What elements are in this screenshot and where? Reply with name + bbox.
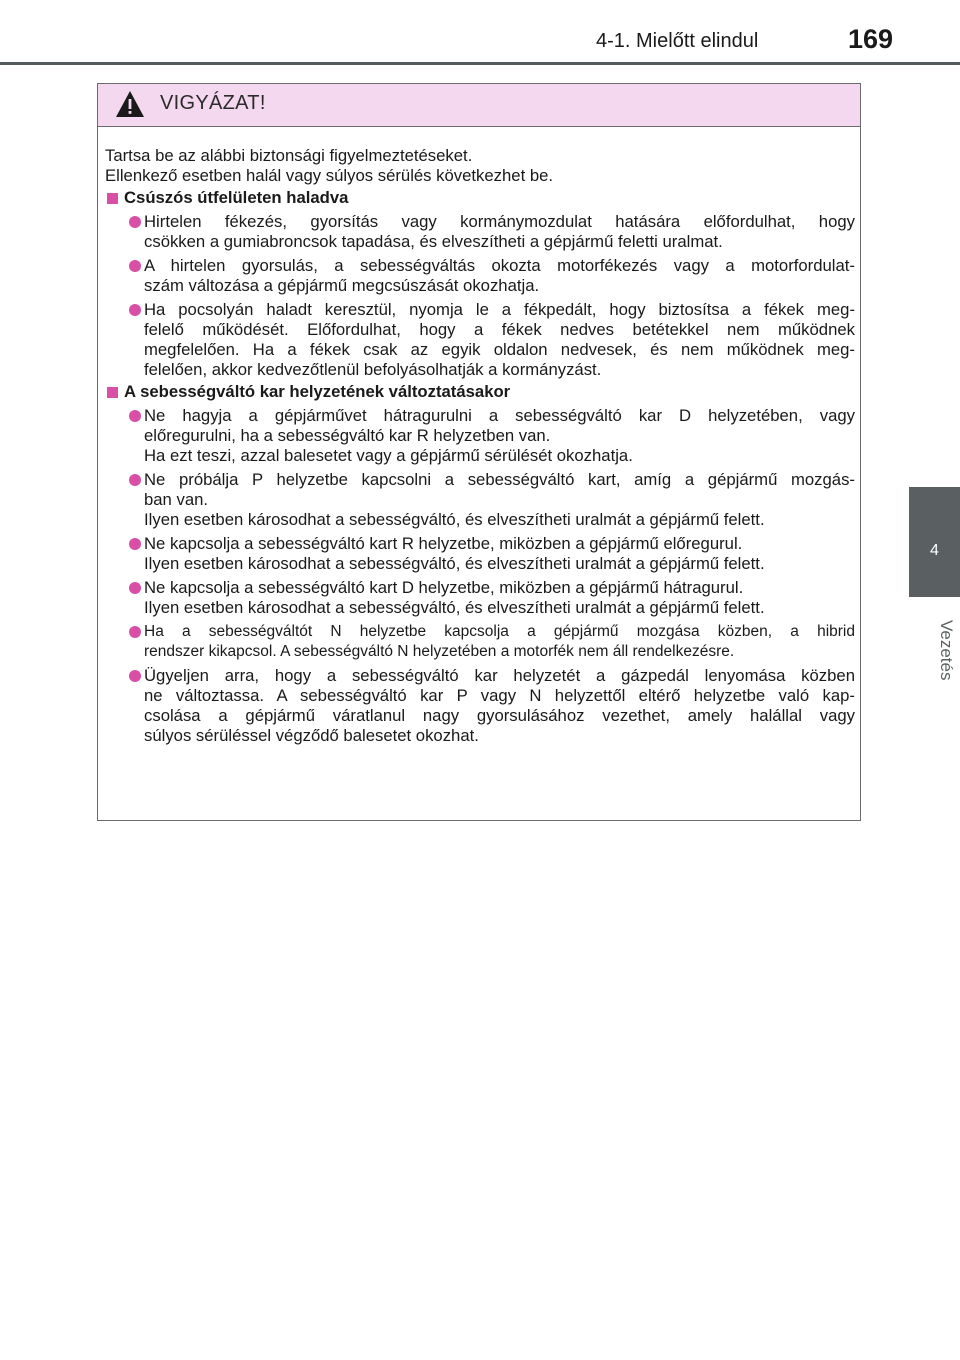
item-line: Ne kapcsolja a sebességváltó kart R helyzetbe, miközben a gépjármű előregurul. (144, 534, 743, 553)
item-line: Ne hagyja a gépjárművet hátragurulni a sebességváltó kar D helyzetében, vagy (144, 406, 855, 425)
item-line: szám változása a gépjármű megcsúszását okozhatja. (144, 276, 540, 295)
header-rule (0, 62, 960, 65)
square-bullet-icon (107, 193, 118, 204)
item-line: Ne kapcsolja a sebességváltó kart D helyzetbe, miközben a gépjármű hátragurul. (144, 578, 744, 597)
item-line: Ilyen esetben károsodhat a sebességváltó, és elveszítheti uralmát a gépjármű felett. (144, 510, 765, 529)
item-line: ne változtassa. A sebességváltó kar P vagy N helyzettől eltérő helyzetbe való kap- (144, 686, 855, 705)
warning-title: VIGYÁZAT! (160, 92, 266, 114)
chapter-label: Vezetés (937, 619, 956, 681)
circle-bullet-icon (129, 538, 141, 550)
item-line: csökken a gumiabroncsok tapadása, és elveszítheti a gépjármű feletti uralmat. (144, 232, 723, 251)
list-item (105, 470, 855, 530)
item-line: Ilyen esetben károsodhat a sebességváltó, és elveszítheti uralmát a gépjármű felett. (144, 554, 765, 573)
square-bullet-icon (107, 387, 118, 398)
warning-box (97, 83, 861, 821)
intro-line: Ellenkező esetben halál vagy súlyos sérülés következhet be. (105, 166, 554, 185)
item-line: Ügyeljen arra, hogy a sebességváltó kar helyzetét a gázpedál lenyomása közben (144, 666, 855, 685)
list-item (105, 256, 855, 296)
item-line: Hirtelen fékezés, gyorsítás vagy kormánymozdulat hatására előfordulhat, hogy (144, 212, 855, 231)
page-number: 169 (848, 24, 894, 54)
item-line: megfelelően. Ha a fékek csak az egyik oldalon nedvesek, és nem működnek meg- (144, 340, 855, 359)
list-item (105, 534, 855, 574)
list-item (105, 406, 855, 466)
chapter-tab (909, 487, 960, 597)
circle-bullet-icon (129, 410, 141, 422)
section-heading-text: A sebességváltó kar helyzetének változtatásakor (124, 382, 511, 401)
item-line: A hirtelen gyorsulás, a sebességváltás okozta motorfékezés vagy a motorfordulat- (144, 256, 855, 275)
section-heading-text: Csúszós útfelületen haladva (124, 188, 349, 207)
circle-bullet-icon (129, 670, 141, 682)
item-line: előregurulni, ha a sebességváltó kar R helyzetben van. (144, 426, 551, 445)
item-line: Ha pocsolyán haladt keresztül, nyomja le a fékpedált, hogy biztosítsa a fékek meg- (144, 300, 855, 319)
section-title: 4-1. Mielőtt elindul (596, 30, 759, 52)
warning-content (105, 146, 855, 746)
circle-bullet-icon (129, 474, 141, 486)
circle-bullet-icon (129, 626, 141, 638)
item-line: Ha ezt teszi, azzal balesetet vagy a gépjármű sérülését okozhatja. (144, 446, 633, 465)
section-heading (105, 188, 855, 208)
chapter-number: 4 (930, 542, 939, 559)
item-line: felelő működését. Előfordulhat, hogy a fékek nedves betétekkel nem működnek (144, 320, 855, 339)
item-line: Ilyen esetben károsodhat a sebességváltó, és elveszítheti uralmát a gépjármű felett. (144, 598, 765, 617)
item-line: csolása a gépjármű váratlanul nagy gyorsulásához vezethet, amely halállal vagy (144, 706, 855, 725)
item-line: Ha a sebességváltót N helyzetbe kapcsolja a gépjármű mozgása közben, a hibrid (144, 623, 855, 640)
circle-bullet-icon (129, 260, 141, 272)
warning-header (98, 84, 860, 127)
section-heading (105, 382, 855, 402)
list-item (105, 300, 855, 380)
circle-bullet-icon (129, 582, 141, 594)
list-item (105, 666, 855, 746)
item-line: felelően, akkor kedvezőtlenül befolyásolhatják a kormányzást. (144, 360, 602, 379)
item-line: Ne próbálja P helyzetbe kapcsolni a sebességváltó kart, amíg a gépjármű mozgás- (144, 470, 855, 489)
list-item (105, 578, 855, 618)
list-item (105, 622, 855, 662)
item-line: ban van. (144, 490, 209, 509)
item-line: súlyos sérüléssel végződő balesetet okozhat. (144, 726, 479, 745)
item-line: rendszer kikapcsol. A sebességváltó N helyzetében a motorfék nem áll rendelkezésre. (144, 643, 735, 660)
circle-bullet-icon (129, 304, 141, 316)
list-item (105, 212, 855, 252)
warning-triangle-icon (115, 90, 145, 118)
intro-line: Tartsa be az alábbi biztonsági figyelmeztetéseket. (105, 146, 473, 165)
circle-bullet-icon (129, 216, 141, 228)
